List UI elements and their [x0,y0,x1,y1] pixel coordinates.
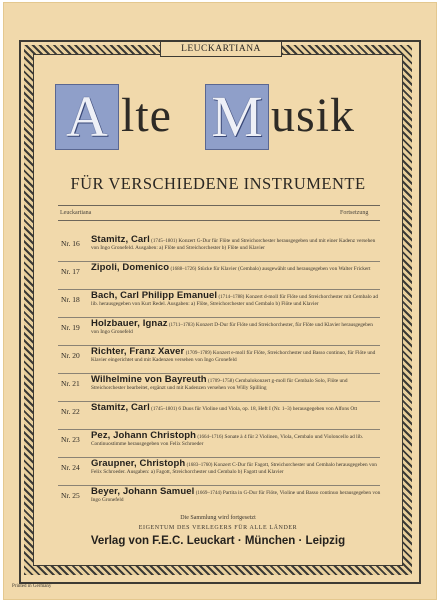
entry-number: Nr. 19 [61,323,80,332]
composer-dates: (1709–1758) [208,379,234,384]
series-label: LEUCKARTIANA [160,41,282,57]
title-word-2-rest: usik [271,89,356,142]
composer-dates: (1711–1783) [168,323,195,328]
composer-name: Holzbauer, Ignaz [91,318,168,329]
entry-description: Cembalokonzert g-moll für Cembalo Solo, Flöte und Streichorchester bearbeitet, ergänzt und mit Kadenzen versehen von Willy Spilling [91,378,348,392]
composer-name: Beyer, Johann Samuel [91,486,195,497]
composer-name: Stamitz, Carl [91,234,150,245]
composer-dates: (1709–1789) [185,351,212,356]
entry-number: Nr. 16 [61,239,80,248]
entry-description: Konzert d-moll für Flöte und Streichorchester mit Cembalo ad lib. herausgegeben von Kurt Redel. Ausgaben: a) Flöte, Streichorchester und Cembalo b) Flöte und Klavier [91,294,379,308]
title-word-1-rest: lte [121,89,172,142]
entry-number: Nr. 20 [61,351,80,360]
publisher-line: Verlag von F.E.C. Leuckart · München · Leipzig [90,535,346,547]
entry-number: Nr. 17 [61,267,80,276]
composer-dates: (1714–1788) [218,295,245,300]
composer-name: Bach, Carl Philipp Emanuel [91,290,218,301]
column-head-right: Fortsetzung [340,210,369,216]
decorated-initial-m: M [205,84,269,150]
composer-dates: (1745–1801) [151,239,178,244]
composer-name: Stamitz, Carl [91,402,150,413]
entry-number: Nr. 25 [61,491,80,500]
entry-number: Nr. 24 [61,463,80,472]
composer-dates: (1745–1801) [151,407,178,412]
subtitle: FÜR VERSCHIEDENE INSTRUMENTE [70,174,366,193]
composer-dates: (1688–1726) [170,267,197,272]
continuation-note: Die Sammlung wird fortgesetzt [180,515,256,521]
composer-dates: (1664–1716) [197,435,224,440]
entry-number: Nr. 21 [61,379,80,388]
composer-dates: (1669–1744) [195,491,222,496]
entry-number: Nr. 22 [61,407,80,416]
header-rule [58,220,380,221]
entry-description: Partita in G-Dur für Flöte, Violine und Basso continuo herausgegeben von Ingo Gronefeld [91,490,381,504]
entry-description: Konzert C-Dur für Fagott, Streichorchester und Cembalo herausgegeben von Felix Schroeder. Ausgaben: a) Fagott, Streichorchester und Cembalo b) Fagott und Klavier [91,462,377,476]
entry-number: Nr. 18 [61,295,80,304]
composer-name: Zipoli, Domenico [91,262,170,273]
entry-description: Konzert e-moll für Flöte, Streichorchester und Basso continuo, für Flöte und Klavier eingerichtet und mit Kadenzen versehen von Ingo Gronefeld [91,350,376,364]
entry-description: Konzert G-Dur für Flöte und Streichorchester herausgegeben und mit einer Kadenz versehen von Ingo Gronefeld. Ausgaben: a) Flöte und Streichorchester b) Flöte und Klavier [91,238,376,252]
decorated-initial-a: A [55,84,119,150]
composer-dates: (1683–1760) [186,463,213,468]
composer-name: Graupner, Christoph [91,458,186,469]
composer-name: Pez, Johann Christoph [91,430,197,441]
column-head-left: Leuckartiana [60,210,92,216]
entry-description: 6 Duos für Violine und Viola, op. 18, Heft I (Nr. 1–3) herausgegeben von Alfons Ott [178,406,358,412]
entry-number: Nr. 23 [61,435,80,444]
entry-description: Sonate à 4 für 2 Violinen, Viola, Cembalo und Violoncello ad lib. Continuostimme herausgegeben von Felix Schroeder [91,434,364,448]
printed-in-label: Printed in Germany [12,584,52,589]
main-title [55,84,385,150]
entry-description: Konzert D-Dur für Flöte und Streichorchester, für Flöte und Klavier herausgegeben von Ingo Gronefeld [91,322,373,336]
property-notice: EIGENTUM DES VERLEGERS FÜR ALLE LÄNDER [138,525,298,531]
entry-description: Stücke für Klavier (Cembalo) ausgewählt und herausgegeben von Walter Frickert [197,266,371,272]
top-rule [58,205,380,206]
composer-name: Richter, Franz Xaver [91,346,185,357]
composer-name: Wilhelmine von Bayreuth [91,374,207,385]
